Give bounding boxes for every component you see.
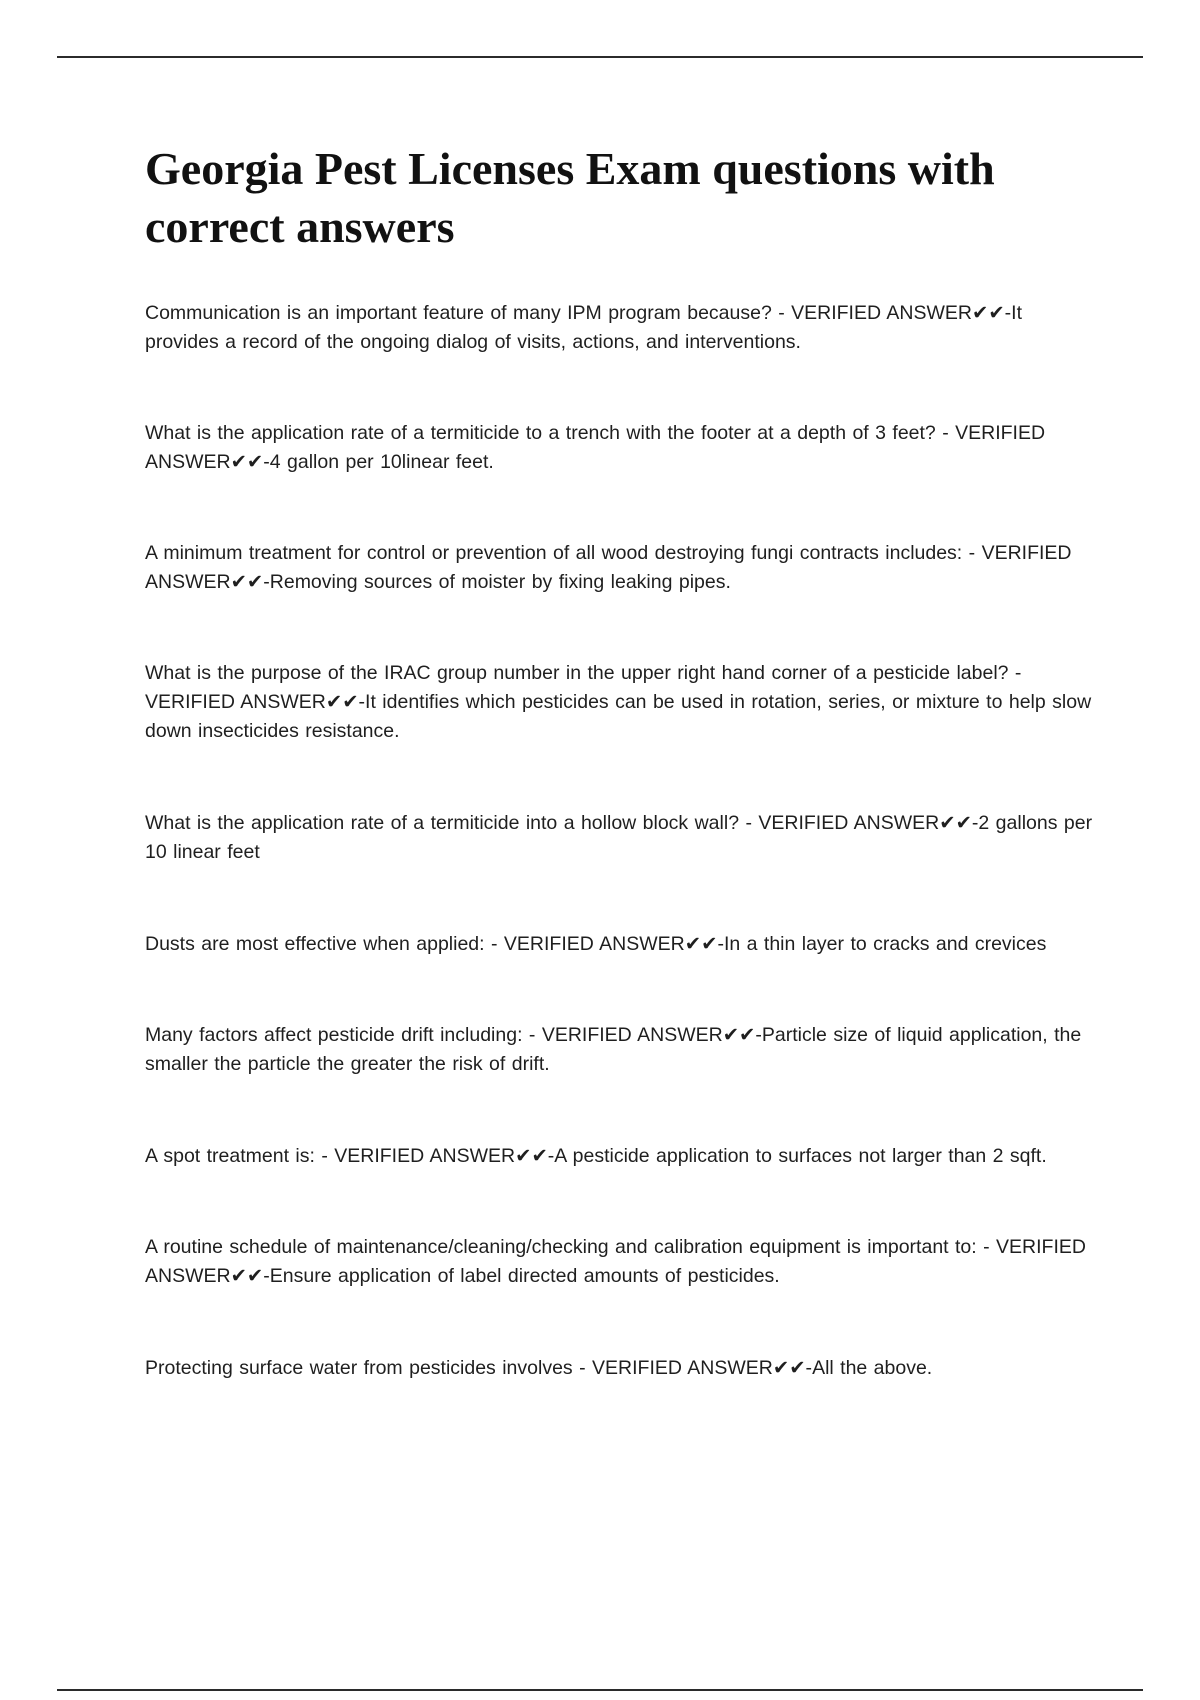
- answer-text: Removing sources of moister by fixing leaking pipes.: [269, 571, 731, 593]
- bottom-divider: [57, 1689, 1143, 1691]
- verified-answer-marker: - VERIFIED ANSWER✔✔-: [771, 302, 1012, 324]
- qa-item: [145, 1142, 1095, 1171]
- verified-answer-marker: - VERIFIED ANSWER✔✔-: [145, 542, 1072, 593]
- question-text: What is the purpose of the IRAC group number in the upper right hand corner of a pesticide label?: [145, 662, 1009, 684]
- answer-text: A pesticide application to surfaces not larger than 2 sqft.: [554, 1145, 1047, 1167]
- verified-answer-marker: - VERIFIED ANSWER✔✔-: [145, 1236, 1086, 1287]
- qa-item: [145, 1354, 1095, 1383]
- verified-answer-marker: - VERIFIED ANSWER✔✔-: [739, 812, 979, 834]
- top-divider: [57, 56, 1143, 58]
- question-text: Many factors affect pesticide drift including:: [145, 1024, 523, 1046]
- answer-text: All the above.: [812, 1357, 933, 1379]
- question-text: A routine schedule of maintenance/cleaning/checking and calibration equipment is important to:: [145, 1236, 977, 1258]
- qa-item: [145, 299, 1095, 357]
- answer-text: 2 gallons per 10 linear feet: [145, 812, 1093, 863]
- qa-item: [145, 1021, 1095, 1079]
- qa-item: [145, 659, 1095, 746]
- question-text: Protecting surface water from pesticides involves: [145, 1357, 573, 1379]
- answer-text: Ensure application of label directed amounts of pesticides.: [269, 1265, 780, 1287]
- answer-text: It identifies which pesticides can be used in rotation, series, or mixture to help slow down insecticides resistance.: [145, 691, 1092, 742]
- verified-answer-marker: - VERIFIED ANSWER✔✔-: [314, 1145, 555, 1167]
- page-title: Georgia Pest Licenses Exam questions with correct answers: [145, 143, 995, 252]
- verified-answer-marker: - VERIFIED ANSWER✔✔-: [145, 422, 1046, 473]
- question-text: What is the application rate of a termiticide into a hollow block wall?: [145, 812, 740, 834]
- question-text: A minimum treatment for control or prevention of all wood destroying fungi contracts includes:: [145, 542, 963, 564]
- qa-item: [145, 419, 1095, 477]
- answer-text: Particle size of liquid application, the smaller the particle the greater the risk of drift.: [145, 1024, 1082, 1075]
- question-text: What is the application rate of a termiticide to a trench with the footer at a depth of 3 feet?: [145, 422, 936, 444]
- qa-item: [145, 1233, 1095, 1291]
- verified-answer-marker: - VERIFIED ANSWER✔✔-: [145, 662, 1022, 713]
- qa-item: [145, 539, 1095, 597]
- verified-answer-marker: - VERIFIED ANSWER✔✔-: [572, 1357, 813, 1379]
- question-text: A spot treatment is:: [145, 1145, 315, 1167]
- answer-text: It provides a record of the ongoing dialog of visits, actions, and interventions.: [145, 302, 1023, 353]
- answer-text: 4 gallon per 10linear feet.: [269, 451, 494, 473]
- qa-item: [145, 809, 1095, 867]
- question-text: Dusts are most effective when applied:: [145, 933, 485, 955]
- answer-text: In a thin layer to cracks and crevices: [723, 933, 1047, 955]
- verified-answer-marker: - VERIFIED ANSWER✔✔-: [522, 1024, 762, 1046]
- verified-answer-marker: - VERIFIED ANSWER✔✔-: [484, 933, 724, 955]
- qa-item: [145, 930, 1095, 959]
- question-text: Communication is an important feature of many IPM program because?: [145, 302, 772, 324]
